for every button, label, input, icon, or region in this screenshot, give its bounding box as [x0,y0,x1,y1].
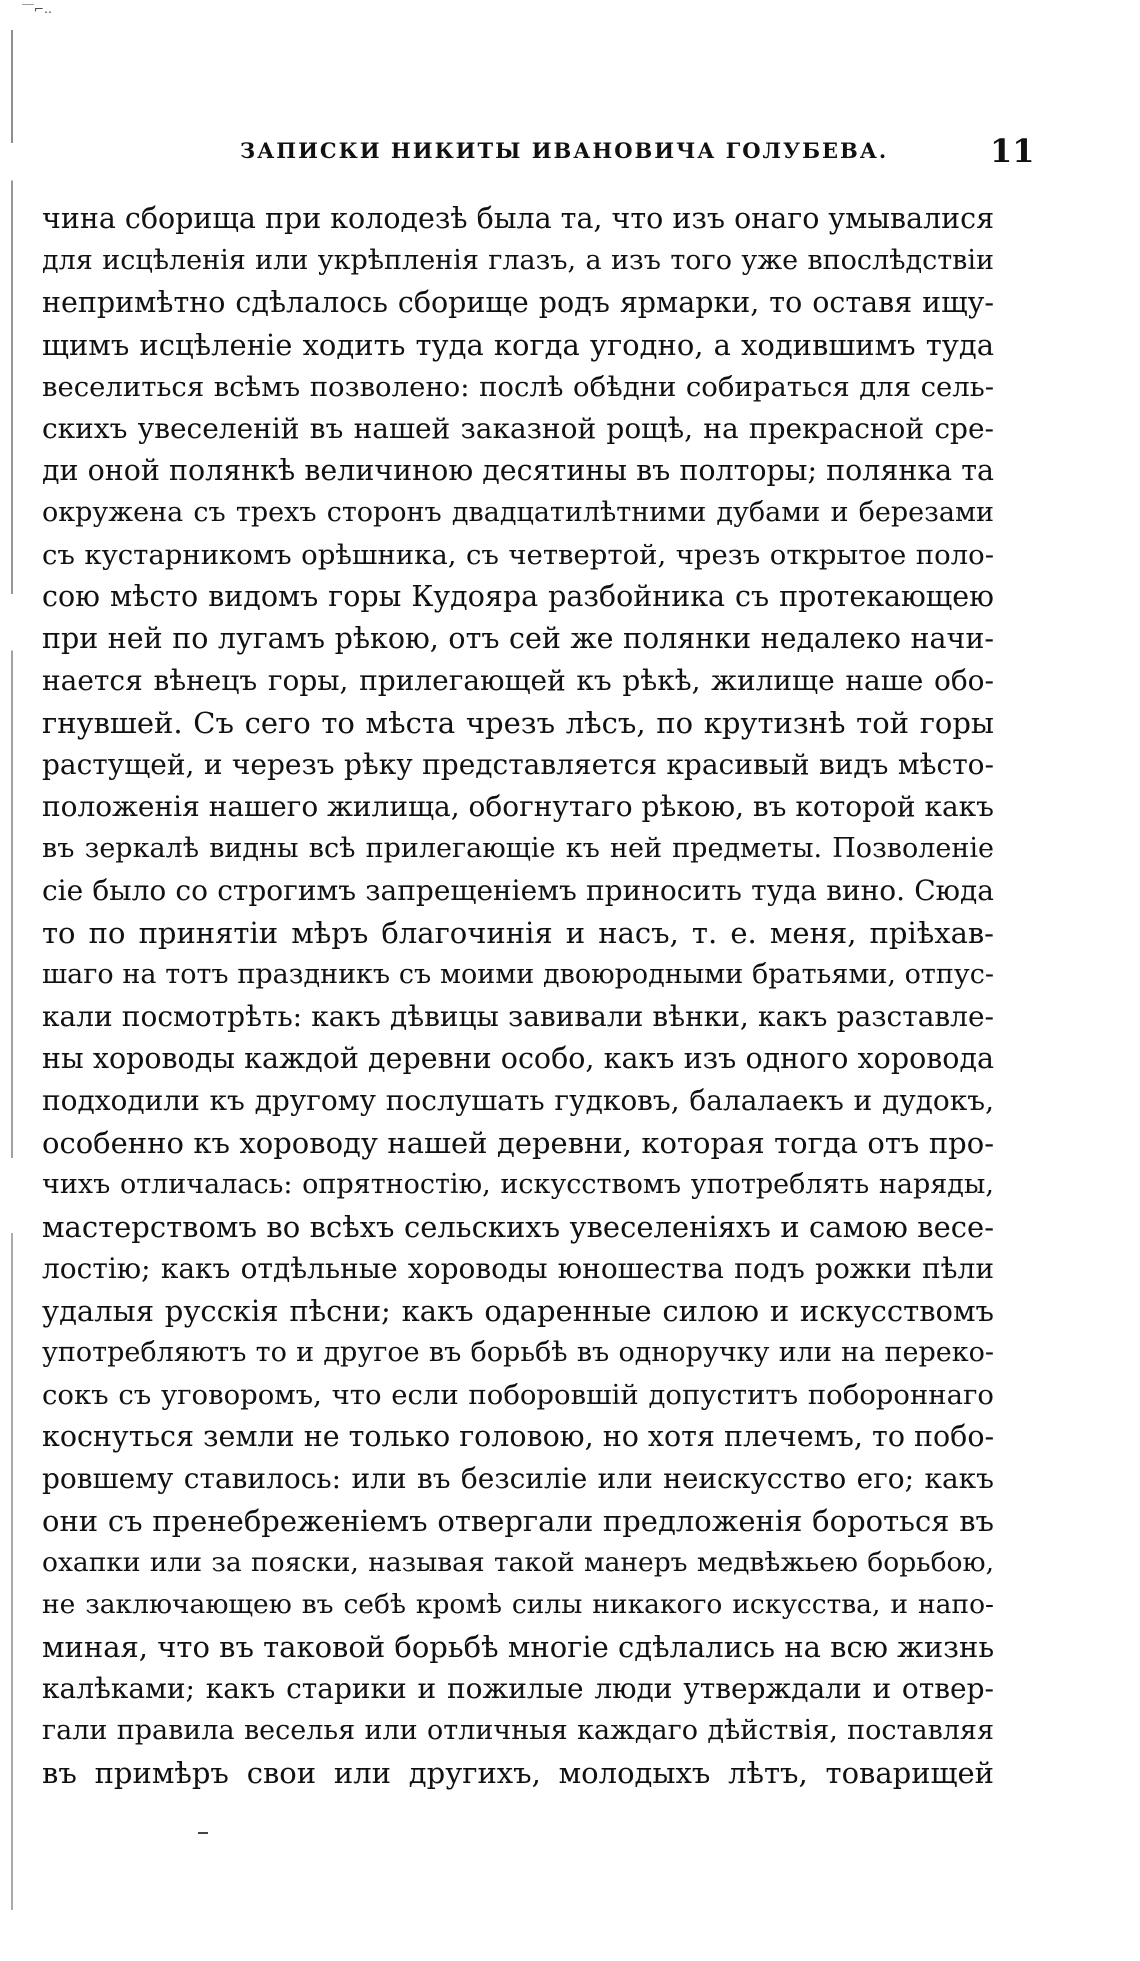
text-line: гнувшей. Съ сего то мѣста чрезъ лѣсъ, по крутизнѣ той горы [42,706,994,740]
text-line: окружена съ трехъ сторонъ двадцатилѣтними дубами и березами [42,497,994,528]
text-line: въ зеркалѣ видны всѣ прилегающіе къ ней предметы. Позволеніе [42,833,994,864]
text-line: употребляютъ то и другое въ борьбѣ въ одноручку или на переко- [42,1337,994,1368]
text-line: шаго на тотъ праздникъ съ моими двоюродными братьями, отпус- [42,959,994,990]
corner-scan-mark: ‾‾⌐‥ [22,2,53,16]
text-line: чихъ отличалась: опрятностію, искусствомъ употреблять наряды, [42,1169,994,1200]
text-line: калѣками; какъ старики и пожилые люди утверждали и отвер- [42,1672,994,1705]
text-line: веселиться всѣмъ позволено: послѣ обѣдни собираться для сель- [42,371,994,403]
page-number: 11 [990,132,1035,170]
text-line: ровшему ставилось: или въ безсиліе или неискусство его; какъ [42,1462,994,1495]
text-line: то по принятіи мѣръ благочинія и насъ, т. е. меня, пріѣхав- [42,916,994,950]
text-line: кали посмотрѣть: какъ дѣвицы завивали вѣнки, какъ разставле- [42,1000,994,1033]
text-line: удалыя русскія пѣсни; какъ одаренные силою и искусствомъ [42,1294,994,1328]
text-line: миная, что въ таковой борьбѣ многіе сдѣлались на всю жизнь [42,1630,994,1664]
text-line: гали правила веселья или отличныя каждаго дѣйствія, поставляя [42,1715,994,1746]
text-line: сіе было со строгимъ запрещеніемъ приносить туда вино. Сюда [42,874,994,907]
text-line: лостію; какъ отдѣльные хороводы юношества подъ рожки пѣли [42,1252,994,1285]
text-line: нается вѣнецъ горы, прилегающей къ рѣкѣ, жилище наше обо- [42,664,994,697]
text-line: положенія нашего жилища, обогнутаго рѣкою, въ которой какъ [42,790,994,823]
text-line: сою мѣсто видомъ горы Кудояра разбойника съ протекающею [42,580,994,613]
text-line: растущей, и черезъ рѣку представляется красивый видъ мѣсто- [42,748,994,781]
text-line: непримѣтно сдѣлалось сборище родъ ярмарки, то оставя ищу- [42,286,994,319]
stray-ink-mark [198,1832,208,1834]
text-line: подходили къ другому послушать гудковъ, балалаекъ и дудокъ, [42,1084,994,1117]
text-line: щимъ исцѣленіе ходить туда когда угодно, а ходившимъ туда [42,328,994,362]
text-line: скихъ увеселеній въ нашей заказной рощѣ, на прекрасной сре- [42,412,994,445]
margin-rule [11,30,13,1910]
text-line: сокъ съ уговоромъ, что если поборовшій допуститъ побороннаго [42,1379,994,1411]
text-line: коснуться земли не только головою, но хотя плечемъ, то побо- [42,1420,994,1453]
text-line: особенно къ хороводу нашей деревни, которая тогда отъ про- [42,1126,994,1160]
text-line: для исцѣленія или укрѣпленія глазъ, а изъ того уже впослѣдствіи [42,245,994,276]
text-line: въ примѣръ свои или другихъ, молодыхъ лѣтъ, товарищей [42,1756,994,1790]
text-line: ди оной полянкѣ величиною десятины въ полторы; полянка та [42,454,994,487]
text-line: они съ пренебреженіемъ отвергали предложенія бороться въ [42,1504,994,1538]
running-title: ЗАПИСКИ НИКИТЫ ИВАНОВИЧА ГОЛУБЕВА. [240,138,889,163]
text-line: чина сборища при колодезѣ была та, что изъ онаго умывалися [42,202,994,235]
text-line: при ней по лугамъ рѣкою, отъ сей же полянки недалеко начи- [42,622,994,655]
text-line: съ кустарникомъ орѣшника, съ четвертой, чрезъ открытое поло- [42,539,994,571]
body-text [42,198,994,1794]
text-line: охапки или за пояски, называя такой манеръ медвѣжьею борьбою, [42,1547,994,1578]
text-line: ны хороводы каждой деревни особо, какъ изъ одного хоровода [42,1042,994,1075]
text-line: не заключающею въ себѣ кромѣ силы никакого искусства, и напо- [42,1589,994,1620]
text-line: мастерствомъ во всѣхъ сельскихъ увеселеніяхъ и самою весе- [42,1210,994,1244]
